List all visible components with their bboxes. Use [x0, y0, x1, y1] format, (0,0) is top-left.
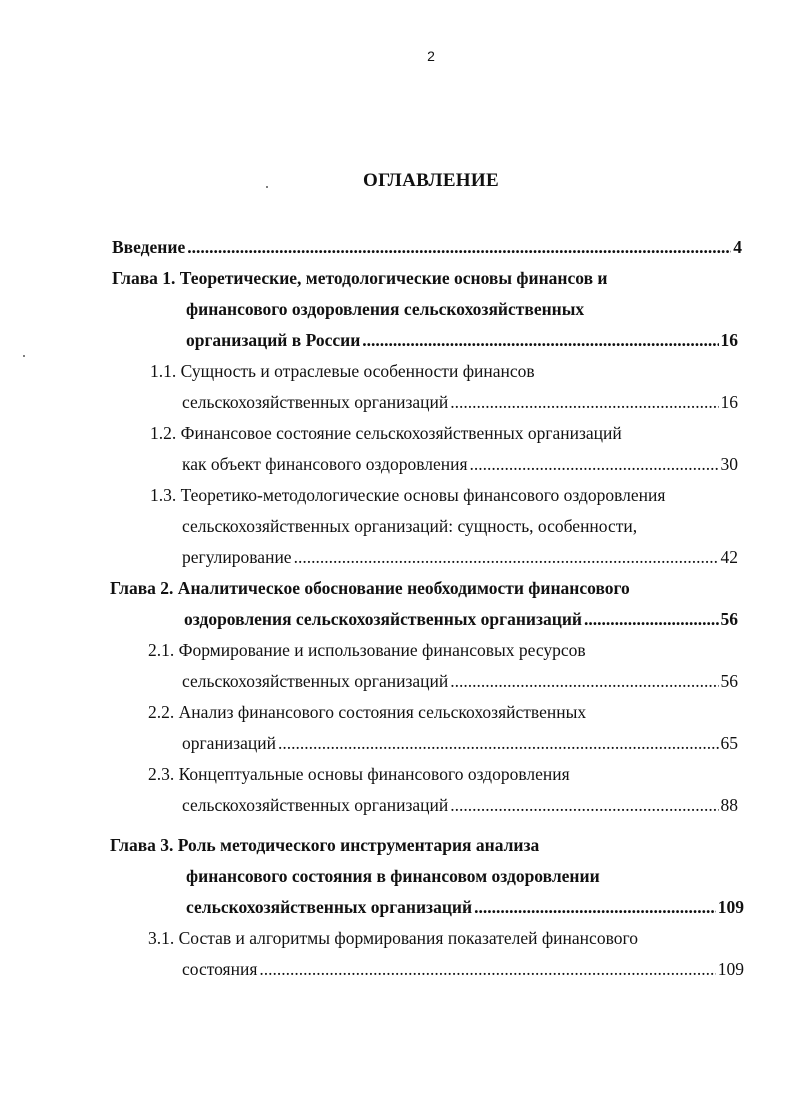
dot-leader: [278, 728, 719, 758]
toc-entry-text: сельскохозяйственных организаций: сущность, особенности,: [182, 516, 638, 536]
toc-page-number: 30: [720, 454, 738, 474]
toc-section-1-1-line-1[interactable]: [150, 356, 535, 386]
toc-section-2-2-line-2[interactable]: [182, 728, 738, 758]
toc-entry-text: организаций в России: [186, 330, 361, 350]
toc-entry-text: 2.2. Анализ финансового состояния сельскохозяйственных: [148, 702, 587, 722]
dot-leader: [474, 892, 716, 922]
toc-entry-text: финансового состояния в финансовом оздоровлении: [186, 866, 600, 886]
toc-section-1-3-line-3[interactable]: [182, 542, 738, 572]
toc-entry-text: сельскохозяйственных организаций: [182, 392, 449, 412]
toc-chapter-1-line-2[interactable]: [186, 294, 584, 324]
toc-section-3-1-line-1[interactable]: [148, 923, 638, 953]
toc-page-number: 4: [733, 237, 742, 257]
toc-page-number: 109: [717, 897, 744, 917]
toc-page-number: 109: [717, 959, 744, 979]
toc-entry-text: сельскохозяйственных организаций: [186, 897, 473, 917]
dot-leader: [584, 604, 718, 634]
toc-entry-text: 1.3. Теоретико-методологические основы финансового оздоровления: [150, 485, 666, 505]
toc-entry-text: Глава 1. Теоретические, методологические основы финансов и: [112, 268, 608, 288]
dot-leader: [187, 232, 731, 262]
toc-chapter-3-line-3[interactable]: [186, 892, 744, 922]
toc-section-2-2-line-1[interactable]: [148, 697, 586, 727]
toc-section-2-1-line-1[interactable]: [148, 635, 586, 665]
toc-title: ОГЛАВЛЕНИЕ: [363, 170, 499, 191]
toc-entry-text: сельскохозяйственных организаций: [182, 795, 449, 815]
toc-page-number: 88: [720, 795, 738, 815]
toc-chapter-3-line-1[interactable]: [110, 830, 539, 860]
toc-section-1-1-line-2[interactable]: [182, 387, 738, 417]
toc-page-number: 16: [720, 330, 738, 350]
toc-entry-text: состояния: [182, 959, 258, 979]
toc-section-1-3-line-2[interactable]: [182, 511, 637, 541]
toc-page-number: 42: [720, 547, 738, 567]
toc-page-number: 16: [720, 392, 738, 412]
toc-entry-text: финансового оздоровления сельскохозяйственных: [186, 299, 585, 319]
toc-section-2-1-line-2[interactable]: [182, 666, 738, 696]
toc-section-2-3-line-2[interactable]: [182, 790, 738, 820]
dot-leader: [362, 325, 718, 355]
toc-entry-text: 1.2. Финансовое состояние сельскохозяйственных организаций: [150, 423, 622, 443]
toc-page-number: 65: [720, 733, 738, 753]
toc-entry-text: 3.1. Состав и алгоритмы формирования показателей финансового: [148, 928, 638, 948]
toc-entry-text: регулирование: [182, 547, 292, 567]
toc-entry-text: 2.3. Концептуальные основы финансового оздоровления: [148, 764, 570, 784]
toc-chapter-2-line-2[interactable]: [184, 604, 738, 634]
toc-page-number: 56: [720, 671, 738, 691]
toc-section-2-3-line-1[interactable]: [148, 759, 570, 789]
toc-page-number: 56: [720, 609, 738, 629]
dot-leader: [450, 790, 718, 820]
toc-chapter-1-line-3[interactable]: [186, 325, 738, 355]
toc-entry-text: 1.1. Сущность и отраслевые особенности финансов: [150, 361, 535, 381]
toc-chapter-2-line-1[interactable]: [110, 573, 630, 603]
toc-section-1-3-line-1[interactable]: [150, 480, 665, 510]
page-number: 2: [427, 48, 435, 64]
dot-leader: [294, 542, 719, 572]
toc-entry-text: 2.1. Формирование и использование финансовых ресурсов: [148, 640, 586, 660]
toc-section-3-1-line-2[interactable]: [182, 954, 744, 984]
scan-speck: [23, 355, 25, 357]
dot-leader: [259, 954, 715, 984]
dot-leader: [450, 387, 718, 417]
dot-leader: [470, 449, 719, 479]
toc-entry-text: сельскохозяйственных организаций: [182, 671, 449, 691]
toc-chapter-3-line-2[interactable]: [186, 861, 600, 891]
toc-entry-text: оздоровления сельскохозяйственных организаций: [184, 609, 583, 629]
toc-entry-text: организаций: [182, 733, 276, 753]
toc-entry-text: Введение: [112, 237, 186, 257]
toc-chapter-1-line-1[interactable]: [112, 263, 608, 293]
toc-section-1-2-line-2[interactable]: [182, 449, 738, 479]
toc-entry-text: Глава 2. Аналитическое обоснование необходимости финансового: [110, 578, 630, 598]
toc-entry-text: Глава 3. Роль методического инструментария анализа: [110, 835, 540, 855]
toc-section-1-2-line-1[interactable]: [150, 418, 622, 448]
dot-leader: [450, 666, 718, 696]
toc-entry-text: как объект финансового оздоровления: [182, 454, 468, 474]
toc-entry-intro[interactable]: [112, 232, 742, 262]
